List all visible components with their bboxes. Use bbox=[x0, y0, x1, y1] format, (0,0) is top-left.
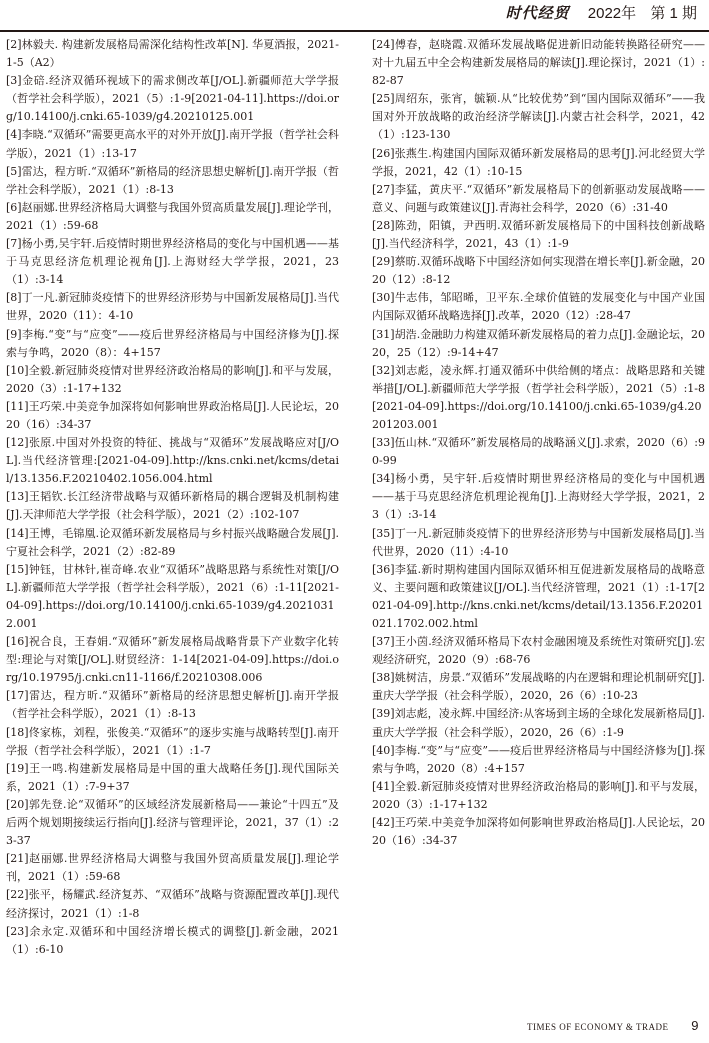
page-number: 9 bbox=[691, 1018, 699, 1033]
reference-item: [13]王韬钦.长江经济带战略与双循环新格局的耦合逻辑及机制构建[J].天津师范大学学报（社会科学版），2021（2）:102-107 bbox=[6, 490, 339, 522]
right-column-references bbox=[372, 36, 705, 850]
reference-item: [15]钟钰，甘林针,崔奇峰.农业“双循环”战略思路与系统性对策[J/OL].新疆师范大学学报（哲学社会科学版），2021（6）:1-11[2021-04-09].https://doi.org/10.14100/j.cnki.65-1039/g4.20210312.001 bbox=[6, 562, 339, 630]
reference-item: [28]陈劲，阳镇，尹西明.双循环新发展格局下的中国科技创新战略[J].当代经济科学，2021，43（1）:1-9 bbox=[372, 218, 705, 251]
reference-item: [29]蔡昉.双循环战略下中国经济如何实现潜在增长率[J].新金融，2020（12）:8-12 bbox=[372, 255, 705, 287]
issue-year: 2022年 bbox=[587, 5, 637, 22]
reference-item: [34]杨小勇，吴宇轩.后疫情时期世界经济格局的变化与中国机遇——基于马克思经济危机理论视角[J].上海财经大学学报，2021，23（1）:3-14 bbox=[372, 472, 705, 522]
header-text bbox=[506, 2, 697, 23]
reference-item: [4]李晓.“双循环”需要更高水平的对外开放[J].南开学报（哲学社会科学版），2021（1）:13-17 bbox=[6, 128, 339, 160]
reference-item: [19]王一鸣.构建新发展格局是中国的重大战略任务[J].现代国际关系，2021（1）:7-9+37 bbox=[6, 761, 339, 793]
reference-item: [23]余永定.双循环和中国经济增长模式的调整[J].新金融，2021（1）:6-10 bbox=[6, 924, 339, 956]
reference-item: [16]祝合良，王春娟.“双循环”新发展格局战略背景下产业数字化转型:理论与对策[J/OL].财贸经济：1-14[2021-04-09].https://doi.org/10.19795/j.cnki.cn11-1166/f.20210308.006 bbox=[6, 635, 339, 685]
reference-item: [39]刘志彪，凌永辉.中国经济:从客场到主场的全球化发展新格局[J].重庆大学学报（社会科学版），2020，26（6）:1-9 bbox=[372, 707, 705, 739]
reference-item: [36]李猛.新时期构建国内国际双循环相互促进新发展格局的战略意义、主要问题和政策建议[J/OL].当代经济管理，2021（1）:1-17[2021-04-09].http://kns.cnki.net/kcms/detail/13.1356.F.20201021.1702.002.html bbox=[372, 562, 705, 630]
reference-item: [5]雷达，程方昕.“双循环”新格局的经济思想史解析[J].南开学报（哲学社会科学版），2021（1）:8-13 bbox=[6, 164, 339, 196]
reference-item: [10]全毅.新冠肺炎疫情对世界经济政治格局的影响[J].和平与发展，2020（3）:1-17+132 bbox=[6, 363, 339, 395]
reference-item: [14]王博，毛锦凰.论双循环新发展格局与乡村振兴战略融合发展[J].宁夏社会科学，2021（2）:82-89 bbox=[6, 526, 339, 558]
reference-item: [21]赵丽娜.世界经济格局大调整与我国外贸高质量发展[J].理论学刊，2021（1）:59-68 bbox=[6, 852, 339, 884]
reference-item: [8]丁一凡.新冠肺炎疫情下的世界经济形势与中国新发展格局[J].当代世界，2020（11）：4-10 bbox=[6, 291, 339, 323]
reference-item: [6]赵丽娜.世界经济格局大调整与我国外贸高质量发展[J].理论学刊，2021（1）:59-68 bbox=[6, 200, 339, 232]
reference-item: [18]佟家栋，刘程，张俊美.“双循环”的逐步实施与战略转型[J].南开学报（哲学社会科学版），2021（1）:1-7 bbox=[6, 725, 339, 757]
reference-item: [37]王小茵.经济双循环格局下农村金融困境及系统性对策研究[J].宏观经济研究，2020（9）:68-76 bbox=[372, 635, 705, 667]
reference-item: [30]牛志伟，邹昭晞，卫平东.全球价值链的发展变化与中国产业国内国际双循环战略选择[J].改革，2020（12）:28-47 bbox=[372, 291, 705, 323]
reference-item: [26]张燕生.构建国内国际双循环新发展格局的思考[J].河北经贸大学学报，2021，42（1）:10-15 bbox=[372, 146, 705, 178]
reference-item: [40]李梅.“变”与“应变”——疫后世界经济格局与中国经济修为[J].探索与争鸣，2020（8）:4+157 bbox=[372, 743, 705, 775]
journal-english-title: TIMES OF ECONOMY & TRADE bbox=[527, 1022, 669, 1032]
header-rule bbox=[0, 30, 709, 32]
reference-item: [42]王巧荣.中美竞争加深将如何影响世界政治格局[J].人民论坛，2020（16）:34-37 bbox=[372, 816, 705, 848]
reference-item: [25]周绍东，张宵，毓颖.从“比较优势”到“国内国际双循环”——我国对外开放战略的政治经济学解读[J].内蒙古社会科学，2021，42（1）:123-130 bbox=[372, 92, 705, 142]
reference-item: [38]姚树洁，房景.“双循环”发展战略的内在逻辑和理论机制研究[J].重庆大学学报（社会科学版），2020，26（6）:10-23 bbox=[372, 671, 705, 703]
reference-item: [22]张平，杨耀武.经济复苏、“双循环”战略与资源配置改革[J].现代经济探讨，2021（1）:1-8 bbox=[6, 888, 339, 920]
reference-item: [20]郭先登.论“双循环”的区域经济发展新格局——兼论“十四五”及后两个规划期接续运行指向[J].经济与管理评论，2021，37（1）:23-37 bbox=[6, 797, 339, 848]
reference-item: [12]张原.中国对外投资的特征、挑战与“双循环”发展战略应对[J/OL].当代经济管理:[2021-04-09].http://kns.cnki.net/kcms/detail/13.1356.F.20210402.1056.004.html bbox=[6, 436, 339, 486]
page-footer bbox=[527, 1018, 699, 1033]
reference-item: [33]伍山林.“双循环”新发展格局的战略涵义[J].求索，2020（6）:90-99 bbox=[372, 436, 705, 468]
reference-item: [41]全毅.新冠肺炎疫情对世界经济政治格局的影响[J].和平与发展，2020（3）:1-17+132 bbox=[372, 779, 705, 811]
reference-item: [7]杨小勇,吴宇轩.后疫情时期世界经济格局的变化与中国机遇——基于马克思经济危机理论视角[J].上海财经大学学报，2021，23（1）:3-14 bbox=[6, 237, 339, 287]
issue-number: 第 1 期 bbox=[650, 5, 697, 22]
reference-item: [35]丁一凡.新冠肺炎疫情下的世界经济形势与中国新发展格局[J].当代世界，2020（11）:4-10 bbox=[372, 526, 705, 558]
reference-item: [24]傅春，赵晓霞.双循环发展战略促进新旧动能转换路径研究——对十九届五中全会构建新发展格局的解读[J].理论探讨，2021（1）:82-87 bbox=[372, 38, 705, 88]
reference-item: [17]雷达，程方昕.“双循环”新格局的经济思想史解析[J].南开学报（哲学社会科学版），2021（1）:8-13 bbox=[6, 689, 339, 721]
reference-item: [27]李猛，黄庆平.“双循环”新发展格局下的创新驱动发展战略——意义、问题与政策建议[J].青海社会科学，2020（6）:31-40 bbox=[372, 182, 705, 214]
reference-item: [11]王巧荣.中美竞争加深将如何影响世界政治格局[J].人民论坛，2020（16）:34-37 bbox=[6, 399, 339, 431]
reference-item: [3]金碚.经济双循环视域下的需求侧改革[J/OL].新疆师范大学学报（哲学社会科学版），2021（5）:1-9[2021-04-11].https://doi.org/10.14100/j.cnki.65-1039/g4.20210125.001 bbox=[6, 74, 339, 124]
left-column-references bbox=[6, 36, 339, 959]
reference-item: [9]李梅.“变”与“应变”——疫后世界经济格局与中国经济修为[J].探索与争鸣，2020（8）：4+157 bbox=[6, 327, 339, 359]
journal-title: 时代经贸 bbox=[505, 4, 570, 22]
reference-item: [2]林毅夫. 构建新发展格局需深化结构性改革[N]. 华夏酒报，2021-1-5（A2） bbox=[6, 38, 339, 70]
page-header bbox=[0, 0, 709, 30]
reference-item: [32]刘志彪，凌永辉.打通双循环中供给侧的堵点：战略思路和关键举措[J/OL].新疆师范大学学报（哲学社会科学版），2021（5）:1-8[2021-04-09].https://doi.org/10.14100/j.cnki.65-1039/g4.20201203.001 bbox=[372, 363, 705, 431]
reference-item: [31]胡浩.金融助力构建双循环新发展格局的着力点[J].金融论坛，2020，25（12）:9-14+47 bbox=[372, 327, 705, 359]
